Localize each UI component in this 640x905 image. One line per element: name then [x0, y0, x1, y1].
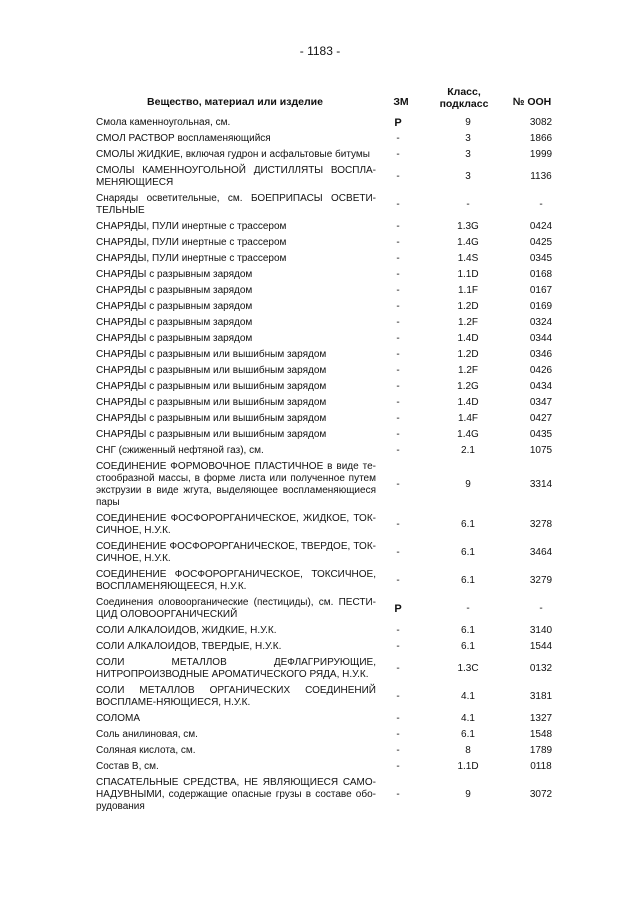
header-substance: Вещество, материал или изделие — [147, 96, 323, 108]
class-subclass: 3 — [465, 171, 471, 182]
un-number: 1866 — [529, 133, 553, 144]
un-number: 0425 — [529, 237, 553, 248]
table-row — [96, 331, 566, 347]
class-subclass: - — [466, 199, 470, 210]
class-subclass: 2.1 — [461, 445, 475, 456]
substance-name: Смола каменноугольная, см. — [96, 117, 231, 128]
un-number: - — [539, 199, 543, 210]
table-row — [96, 395, 566, 411]
class-subclass: 6.1 — [461, 547, 475, 558]
table-row — [96, 775, 566, 815]
class-subclass: 1.4G — [457, 429, 479, 440]
un-number: 0426 — [529, 365, 553, 376]
zm-mark: - — [396, 575, 400, 586]
zm-mark: - — [396, 149, 400, 160]
un-number: 3072 — [529, 789, 553, 800]
substance-name: Соединения оловоорганические (пестициды), см. ПЕСТИ-ЦИД ОЛОВООРГАНИЧЕСКИЙ — [96, 597, 376, 620]
table-row — [96, 163, 566, 191]
substance-name: СНГ (сжиженный нефтяной газ), см. — [96, 445, 264, 456]
un-number: 1789 — [529, 745, 553, 756]
substance-name: СОЛИ АЛКАЛОИДОВ, ЖИДКИЕ, Н.У.К. — [96, 625, 277, 636]
class-subclass: 1.2D — [457, 301, 479, 312]
table-row — [96, 147, 566, 163]
class-subclass: 8 — [465, 745, 471, 756]
substance-name: СНАРЯДЫ с разрывным или вышибным зарядом — [96, 413, 327, 424]
table-row — [96, 595, 566, 623]
table-row — [96, 443, 566, 459]
substance-name: СНАРЯДЫ с разрывным или вышибным зарядом — [96, 349, 327, 360]
substance-name: СОЕДИНЕНИЕ ФОСФОРОРГАНИЧЕСКОЕ, ТОКСИЧНОЕ, ВОСПЛАМЕНЯЮЩЕЕСЯ, Н.У.К. — [96, 569, 376, 592]
substance-name: СОЛИ МЕТАЛЛОВ ОРГАНИЧЕСКИХ СОЕДИНЕНИЙ ВОСПЛАМЕ-НЯЮЩИЕСЯ, Н.У.К. — [96, 685, 376, 708]
class-subclass: 1.2F — [457, 317, 478, 328]
substance-name: Соляная кислота, см. — [96, 745, 196, 756]
zm-mark: - — [396, 333, 400, 344]
zm-mark: - — [396, 199, 400, 210]
substance-name: СНАРЯДЫ с разрывным зарядом — [96, 269, 253, 280]
class-subclass: 6.1 — [461, 519, 475, 530]
class-subclass: 3 — [465, 149, 471, 160]
class-subclass: 4.1 — [461, 691, 475, 702]
substance-name: Соль анилиновая, см. — [96, 729, 198, 740]
substance-name: СМОЛЫ ЖИДКИЕ, включая гудрон и асфальтовые битумы — [96, 149, 370, 160]
table-row — [96, 191, 566, 219]
substance-name: СНАРЯДЫ с разрывным или вышибным зарядом — [96, 429, 327, 440]
un-number: 0118 — [530, 761, 552, 772]
zm-mark: - — [396, 237, 400, 248]
table-row — [96, 727, 566, 743]
un-number: 0346 — [529, 349, 553, 360]
table-row — [96, 115, 566, 131]
class-subclass: 9 — [465, 117, 471, 128]
header-class-line1: Класс, — [447, 86, 481, 98]
substance-name: СНАРЯДЫ с разрывным или вышибным зарядом — [96, 365, 327, 376]
un-number: 0427 — [529, 413, 553, 424]
un-number: 0434 — [529, 381, 553, 392]
substance-name: СНАРЯДЫ, ПУЛИ инертные с трассером — [96, 221, 287, 232]
table-row — [96, 539, 566, 567]
class-subclass: 1.4F — [457, 413, 478, 424]
header-class — [424, 86, 504, 110]
class-subclass: 1.4D — [457, 333, 479, 344]
zm-mark: - — [396, 171, 400, 182]
zm-mark: - — [396, 761, 400, 772]
substance-name: СПАСАТЕЛЬНЫЕ СРЕДСТВА, НЕ ЯВЛЯЮЩИЕСЯ САМО-НАДУВНЫМИ, содержащие опасные грузы в составе обо-рудования — [96, 777, 376, 812]
table-row — [96, 711, 566, 727]
zm-mark: - — [396, 625, 400, 636]
class-subclass: 9 — [465, 479, 471, 490]
un-number: 0347 — [529, 397, 553, 408]
substance-name: СНАРЯДЫ, ПУЛИ инертные с трассером — [96, 253, 287, 264]
zm-mark: - — [396, 349, 400, 360]
zm-mark: - — [396, 547, 400, 558]
zm-mark: - — [396, 365, 400, 376]
class-subclass: 6.1 — [461, 641, 475, 652]
substance-name: СОЕДИНЕНИЕ ФОРМОВОЧНОЕ ПЛАСТИЧНОЕ в виде те-стообразной массы, в форме листа или полученное путем экструзии в виде жгута, выделяющее воспламеняющиеся пары — [96, 461, 376, 508]
zm-mark: - — [396, 445, 400, 456]
class-subclass: 6.1 — [461, 625, 475, 636]
un-number: 0435 — [529, 429, 553, 440]
un-number: 3279 — [529, 575, 553, 586]
class-subclass: 1.2F — [457, 365, 478, 376]
table-row — [96, 511, 566, 539]
zm-mark: - — [396, 269, 400, 280]
substance-table — [96, 115, 566, 815]
zm-mark: - — [396, 397, 400, 408]
table-row — [96, 655, 566, 683]
substance-name: СНАРЯДЫ с разрывным или вышибным зарядом — [96, 381, 327, 392]
substance-name: СНАРЯДЫ с разрывным зарядом — [96, 301, 253, 312]
table-row — [96, 347, 566, 363]
un-number: 0169 — [529, 301, 553, 312]
table-row — [96, 623, 566, 639]
zm-mark: - — [396, 133, 400, 144]
zm-mark: - — [396, 317, 400, 328]
header-class-line2: подкласс — [439, 98, 489, 110]
zm-mark: - — [396, 789, 400, 800]
class-subclass: - — [466, 603, 470, 614]
table-row — [96, 743, 566, 759]
un-number: 0344 — [529, 333, 553, 344]
class-subclass: 1.1F — [457, 285, 478, 296]
table-row — [96, 315, 566, 331]
table-row — [96, 299, 566, 315]
zm-mark: - — [396, 221, 400, 232]
un-number: 3140 — [529, 625, 553, 636]
table-row — [96, 363, 566, 379]
zm-mark: - — [396, 285, 400, 296]
substance-name: СОЛИ АЛКАЛОИДОВ, ТВЕРДЫЕ, Н.У.К. — [96, 641, 282, 652]
substance-name: СНАРЯДЫ с разрывным зарядом — [96, 285, 253, 296]
zm-mark: - — [396, 641, 400, 652]
substance-name: СНАРЯДЫ с разрывным зарядом — [96, 333, 253, 344]
zm-mark: - — [396, 745, 400, 756]
substance-name: СМОЛ РАСТВОР воспламеняющийся — [96, 133, 271, 144]
substance-name: СНАРЯДЫ с разрывным или вышибным зарядом — [96, 397, 327, 408]
zm-mark: Р — [394, 603, 402, 615]
table-row — [96, 235, 566, 251]
un-number: 0424 — [529, 221, 553, 232]
class-subclass: 1.3C — [457, 663, 479, 674]
class-subclass: 9 — [465, 789, 471, 800]
table-row — [96, 131, 566, 147]
class-subclass: 1.4D — [457, 397, 479, 408]
substance-name: СОЕДИНЕНИЕ ФОСФОРОРГАНИЧЕСКОЕ, ЖИДКОЕ, ТОК-СИЧНОЕ, Н.У.К. — [96, 513, 376, 536]
header-zm: ЗМ — [393, 96, 409, 108]
zm-mark: - — [396, 413, 400, 424]
table-row — [96, 379, 566, 395]
substance-name: СОЕДИНЕНИЕ ФОСФОРОРГАНИЧЕСКОЕ, ТВЕРДОЕ, ТОК-СИЧНОЕ, Н.У.К. — [96, 541, 376, 564]
table-row — [96, 411, 566, 427]
substance-name: Снаряды осветительные, см. БОЕПРИПАСЫ ОСВЕТИ-ТЕЛЬНЫЕ — [96, 193, 376, 216]
class-subclass: 1.2G — [457, 381, 479, 392]
un-number: 1136 — [530, 171, 552, 182]
table-row — [96, 283, 566, 299]
table-row — [96, 267, 566, 283]
un-number: 1999 — [529, 149, 553, 160]
substance-name: СНАРЯДЫ, ПУЛИ инертные с трассером — [96, 237, 287, 248]
un-number: - — [539, 603, 543, 614]
un-number: 0345 — [529, 253, 553, 264]
un-number: 3464 — [529, 547, 553, 558]
substance-name: СОЛИ МЕТАЛЛОВ ДЕФЛАГРИРУЮЩИЕ, НИТРОПРОИЗВОДНЫЕ АРОМАТИЧЕСКОГО РЯДА, Н.У.К. — [96, 657, 376, 680]
class-subclass: 1.4S — [457, 253, 479, 264]
zm-mark: - — [396, 691, 400, 702]
un-number: 3314 — [529, 479, 553, 490]
zm-mark: - — [396, 253, 400, 264]
zm-mark: - — [396, 729, 400, 740]
class-subclass: 1.3G — [457, 221, 479, 232]
zm-mark: - — [396, 519, 400, 530]
un-number: 3082 — [529, 117, 553, 128]
un-number: 0167 — [529, 285, 553, 296]
table-row — [96, 427, 566, 443]
header-un-number: № ООН — [512, 96, 552, 108]
class-subclass: 6.1 — [461, 729, 475, 740]
substance-name: Состав В, см. — [96, 761, 159, 772]
un-number: 0168 — [529, 269, 553, 280]
class-subclass: 1.1D — [457, 269, 479, 280]
table-row — [96, 251, 566, 267]
un-number: 1548 — [529, 729, 553, 740]
class-subclass: 1.2D — [457, 349, 479, 360]
class-subclass: 1.1D — [457, 761, 479, 772]
class-subclass: 3 — [465, 133, 471, 144]
un-number: 1075 — [529, 445, 553, 456]
table-row — [96, 567, 566, 595]
zm-mark: - — [396, 301, 400, 312]
substance-name: СМОЛЫ КАМЕННОУГОЛЬНОЙ ДИСТИЛЛЯТЫ ВОСПЛА-МЕНЯЮЩИЕСЯ — [96, 165, 376, 188]
zm-mark: - — [396, 479, 400, 490]
substance-name: СНАРЯДЫ с разрывным зарядом — [96, 317, 253, 328]
class-subclass: 4.1 — [461, 713, 475, 724]
substance-name: СОЛОМА — [96, 713, 141, 724]
page-number: - 1183 - — [299, 44, 341, 58]
un-number: 1327 — [529, 713, 553, 724]
un-number: 3278 — [529, 519, 553, 530]
class-subclass: 1.4G — [457, 237, 479, 248]
zm-mark: - — [396, 381, 400, 392]
zm-mark: - — [396, 429, 400, 440]
zm-mark: - — [396, 663, 400, 674]
table-row — [96, 683, 566, 711]
table-row — [96, 219, 566, 235]
un-number: 0324 — [529, 317, 553, 328]
un-number: 0132 — [529, 663, 553, 674]
class-subclass: 6.1 — [461, 575, 475, 586]
table-row — [96, 459, 566, 511]
un-number: 1544 — [529, 641, 553, 652]
un-number: 3181 — [529, 691, 553, 702]
zm-mark: Р — [394, 117, 402, 129]
zm-mark: - — [396, 713, 400, 724]
table-row — [96, 639, 566, 655]
table-row — [96, 759, 566, 775]
